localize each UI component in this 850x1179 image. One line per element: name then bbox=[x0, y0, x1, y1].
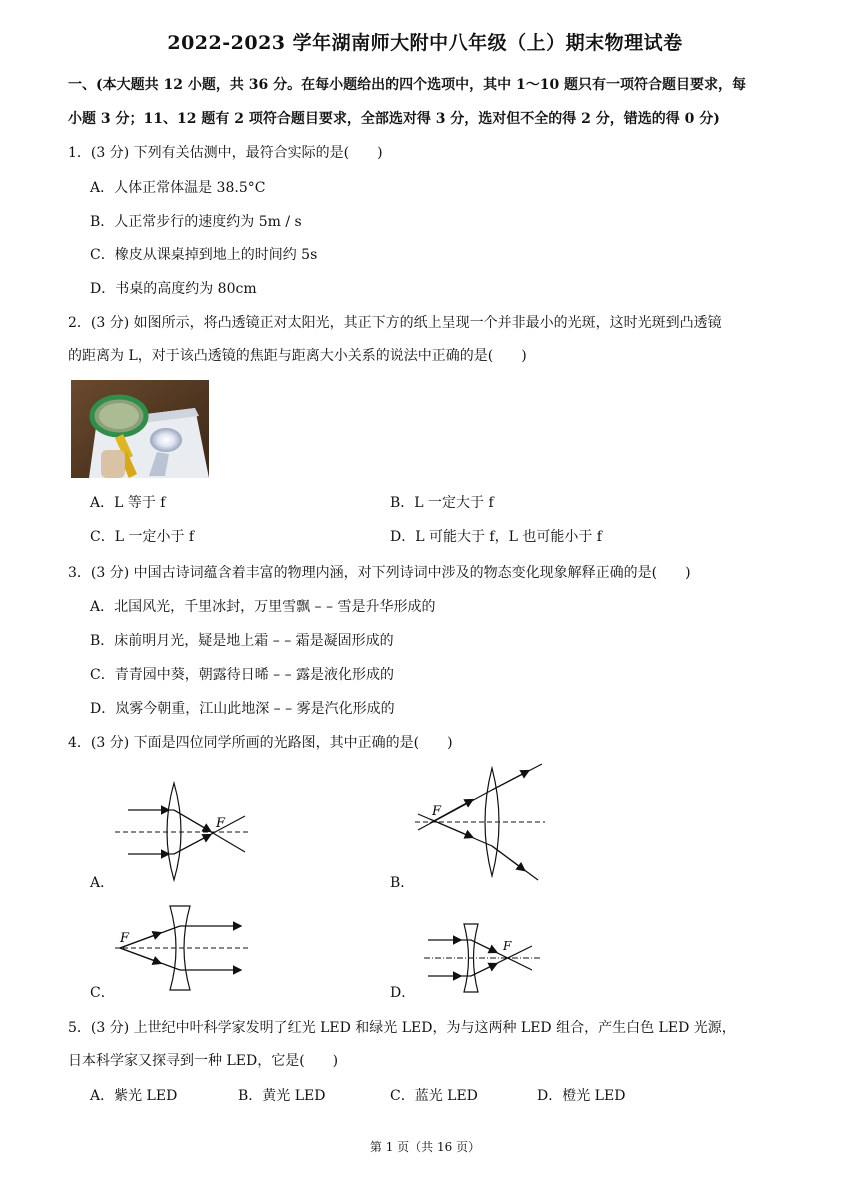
q4-option-d: D． bbox=[390, 985, 416, 1001]
q4-diagram-d-focus-label: F bbox=[503, 939, 512, 953]
q4-diagram-d bbox=[420, 918, 545, 998]
q3-option-b: B．床前明月光，疑是地上霜 – – 霜是凝固形成的 bbox=[90, 633, 394, 649]
q1-option-c: C．橡皮从课桌掉到地上的时间约 5s bbox=[90, 247, 318, 263]
q3-option-a: A．北国风光，千里冰封，万里雪飘 – – 雪是升华形成的 bbox=[90, 599, 436, 615]
q1-option-d: D．书桌的高度约为 80cm bbox=[90, 281, 257, 297]
q2-stem-line2: 的距离为 L，对于该凸透镜的焦距与距离大小关系的说法中正确的是( ) bbox=[68, 348, 527, 364]
q4-option-b: B． bbox=[390, 875, 415, 891]
q4-stem: 4．(3 分) 下面是四位同学所画的光路图，其中正确的是( ) bbox=[68, 735, 453, 751]
magnifier-photo bbox=[71, 380, 209, 478]
q2-option-d: D．L 可能大于 f，L 也可能小于 f bbox=[390, 529, 602, 545]
q2-stem-line1: 2．(3 分) 如图所示，将凸透镜正对太阳光，其正下方的纸上呈现一个并非最小的光斑，这时光斑到凸透镜 bbox=[68, 315, 722, 331]
q4-diagram-b-focus-label: F bbox=[432, 804, 442, 819]
q4-diagram-a-focus-label: F bbox=[216, 816, 226, 831]
q4-diagram-b bbox=[410, 760, 550, 885]
q2-option-a: A．L 等于 f bbox=[90, 495, 166, 511]
q3-option-c: C．青青园中葵，朝露待日晞 – – 露是液化形成的 bbox=[90, 667, 395, 683]
q2-option-c: C．L 一定小于 f bbox=[90, 529, 195, 545]
q4-option-a: A． bbox=[90, 875, 115, 891]
q4-diagram-c-focus-label: F bbox=[120, 931, 130, 946]
q1-option-a: A．人体正常体温是 38.5°C bbox=[90, 180, 266, 196]
q5-option-c: C．蓝光 LED bbox=[390, 1088, 478, 1104]
q4-diagram-a bbox=[110, 780, 255, 885]
q2-option-b: B．L 一定大于 f bbox=[390, 495, 494, 511]
q5-option-d: D．橙光 LED bbox=[537, 1088, 626, 1104]
page-title: 2022-2023 学年湖南师大附中八年级（上）期末物理试卷 bbox=[167, 32, 683, 54]
q4-diagram-c bbox=[110, 902, 255, 997]
q1-stem: 1．(3 分) 下列有关估测中，最符合实际的是( ) bbox=[68, 145, 383, 161]
q1-option-b: B．人正常步行的速度约为 5m / s bbox=[90, 214, 302, 230]
q5-option-a: A．紫光 LED bbox=[90, 1088, 178, 1104]
q3-option-d: D．岚雾今朝重，江山此地深 – – 雾是汽化形成的 bbox=[90, 701, 395, 717]
section-instructions-line1: 一、(本大题共 12 小题，共 36 分。在每小题给出的四个选项中，其中 1～10 题只有一项符合题目要求，每 bbox=[68, 77, 747, 93]
q3-stem: 3．(3 分) 中国古诗词蕴含着丰富的物理内涵，对下列诗词中涉及的物态变化现象解释正确的是( ) bbox=[68, 565, 691, 581]
q5-option-b: B．黄光 LED bbox=[238, 1088, 326, 1104]
q5-stem-line2: 日本科学家又探寻到一种 LED，它是( ) bbox=[68, 1053, 339, 1069]
page-footer: 第 1 页（共 16 页） bbox=[369, 1140, 481, 1154]
q5-stem-line1: 5．(3 分) 上世纪中叶科学家发明了红光 LED 和绿光 LED，为与这两种 LED 组合，产生白色 LED 光源， bbox=[68, 1020, 736, 1036]
section-instructions-line2: 小题 3 分；11、12 题有 2 项符合题目要求，全部选对得 3 分，选对但不全的得 2 分，错选的得 0 分) bbox=[68, 111, 720, 127]
q4-option-c: C． bbox=[90, 985, 115, 1001]
